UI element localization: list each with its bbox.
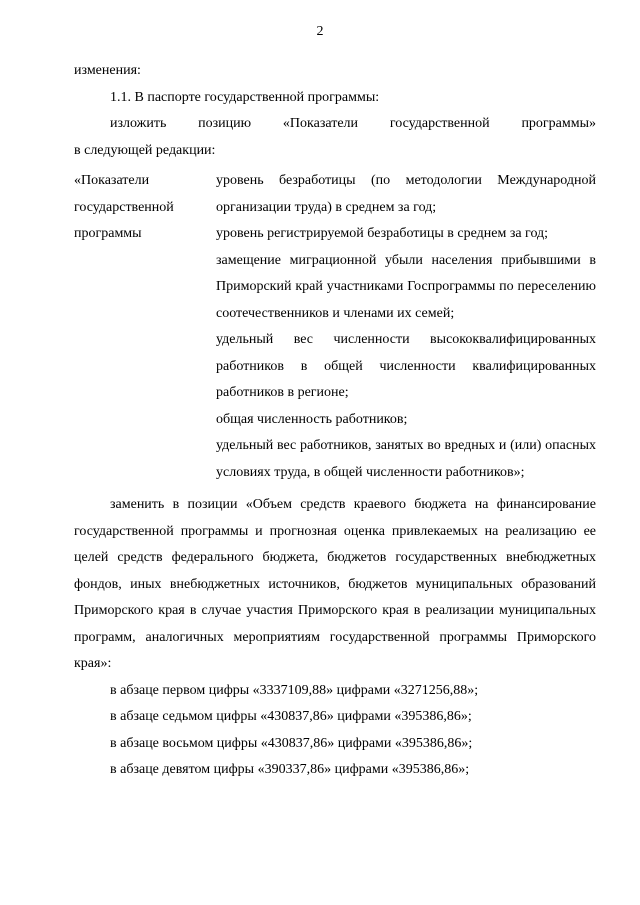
instruction-word: изложить [110, 116, 167, 131]
instruction-line [74, 111, 596, 138]
replace-item: в абзаце седьмом цифры «430837,86» цифрами «395386,86»; [110, 709, 472, 724]
indicator-item: замещение миграционной убыли населения прибывшими в Приморский край участниками Госпрограммы по переселению соотечественников и членами их семей; [216, 252, 596, 321]
instruction-word: государственной [389, 116, 490, 131]
indicators-label-line: «Показатели [74, 173, 150, 188]
indicator-item: уровень регистрируемой безработицы в среднем за год; [216, 226, 549, 241]
instruction-end: в следующей редакции: [74, 142, 216, 158]
instruction-word: «Показатели [282, 116, 359, 131]
instruction-word: позицию [198, 116, 252, 131]
indicators-block [74, 168, 596, 486]
item-1-1: 1.1. В паспорте государственной программы: [110, 89, 380, 105]
indicators-list [216, 168, 596, 486]
instruction-word: программы» [521, 116, 597, 131]
indicator-item: удельный вес численности высококвалифицированных работников в общей численности квалифицированных работников в регионе; [216, 332, 596, 400]
indicator-item: уровень безработицы (по методологии Международной организации труда) в среднем за год; [216, 173, 596, 215]
document-body [74, 58, 596, 784]
replace-paragraph: заменить в позиции «Объем средств краевого бюджета на финансирование государственной программы и прогнозная оценка привлекаемых на реализацию ее целей средств федерального бюджета, бюджетов государственных внебюджетных фондов, иных внебюджетных источников, бюджетов муниципальных образований Приморского края в случае участия Приморского края в реализации муниципальных программ, аналогичных мероприятиям государственной программы Приморского края»: [74, 497, 596, 671]
indicator-item: общая численность работников; [216, 411, 408, 427]
replace-item: в абзаце первом цифры «3337109,88» цифрами «3271256,88»; [110, 682, 479, 698]
indicators-label-line: программы [74, 226, 142, 241]
page-number: 2 [316, 24, 324, 39]
indicators-label-line: государственной [74, 199, 174, 215]
indicators-label [74, 168, 216, 486]
replace-item: в абзаце девятом цифры «390337,86» цифрами «395386,86»; [110, 762, 470, 777]
instruction-paragraph [74, 111, 596, 164]
replace-item: в абзаце восьмом цифры «430837,86» цифрами «395386,86»; [110, 735, 473, 751]
continuation-text: изменения: [74, 63, 141, 78]
indicator-item: удельный вес работников, занятых во вредных и (или) опасных условиях труда, в общей численности работников»; [216, 438, 596, 480]
